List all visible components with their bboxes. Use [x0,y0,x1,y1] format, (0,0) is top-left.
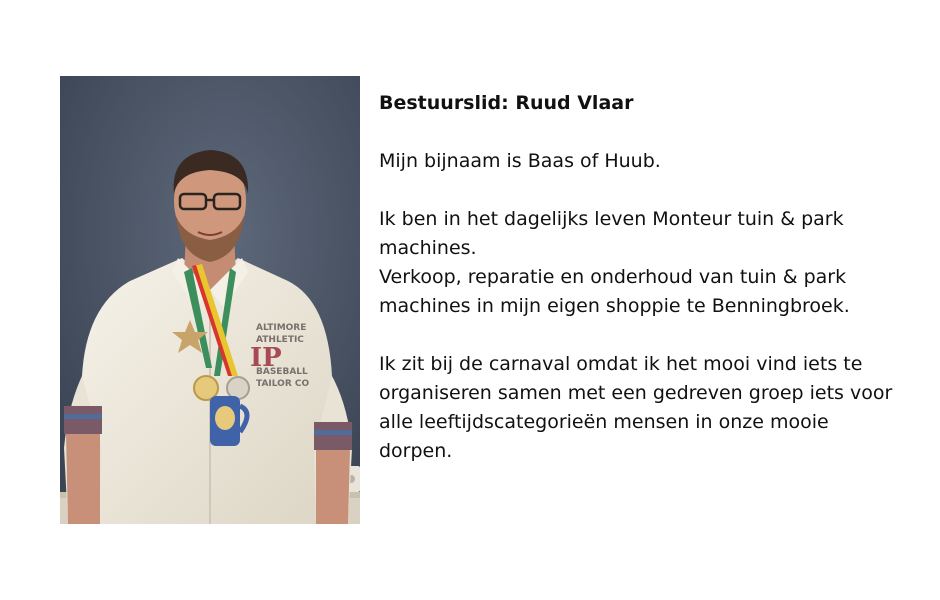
profile-title: Bestuurslid: Ruud Vlaar [379,92,634,114]
svg-text:TAILOR CO: TAILOR CO [256,379,310,389]
svg-text:IP: IP [250,343,282,373]
profile-text [379,89,899,495]
motivation-paragraph: Ik zit bij de carnaval omdat ik het mooi vind iets te organiseren samen met een gedreven groep iets voor alle leeftijdscategorieën mensen in onze mooie dorpen. [379,353,893,462]
job-details-paragraph: Verkoop, reparatie en onderhoud van tuin & park machines in mijn eigen shoppie te Benningbroek. [379,266,850,317]
profile-photo [60,76,360,524]
svg-text:BASEBALL: BASEBALL [256,367,308,377]
portrait-illustration [60,76,360,524]
job-paragraph: Ik ben in het dagelijks leven Monteur tuin & park machines. [379,208,844,259]
svg-text:ATHLETIC: ATHLETIC [256,335,304,345]
nickname-paragraph: Mijn bijnaam is Baas of Huub. [379,150,661,172]
svg-text:ALTIMORE: ALTIMORE [256,323,307,333]
